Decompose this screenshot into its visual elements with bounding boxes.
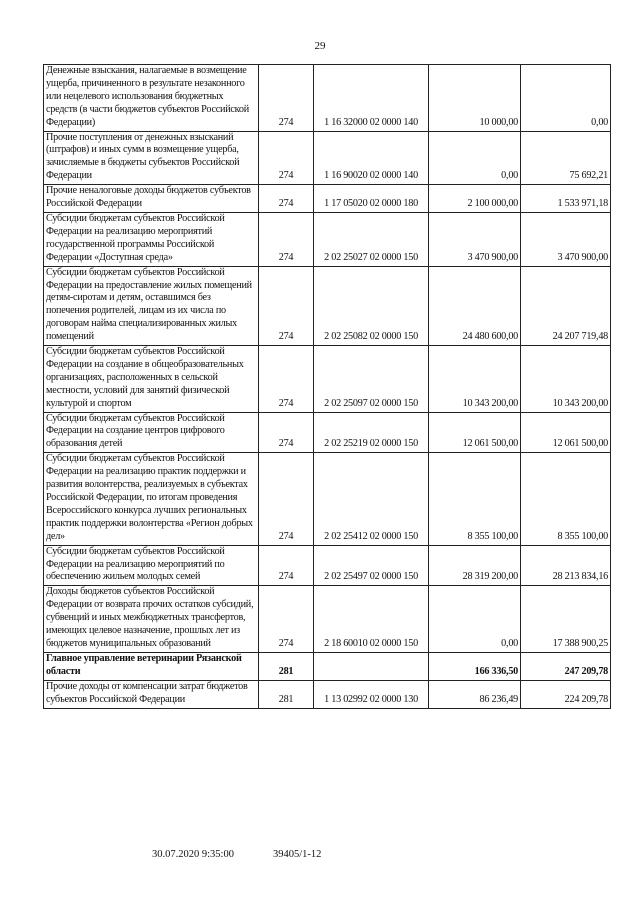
budget-classification-code-cell: 1 17 05020 02 0000 180 — [314, 185, 429, 213]
budget-classification-code-cell: 2 02 25097 02 0000 150 — [314, 346, 429, 413]
budget-classification-code-cell: 2 02 25082 02 0000 150 — [314, 266, 429, 345]
executed-amount-cell: 247 209,78 — [521, 652, 611, 680]
admin-code-cell: 274 — [259, 266, 314, 345]
approved-amount-cell: 10 000,00 — [429, 65, 521, 132]
table-row — [44, 586, 611, 653]
income-name-cell: Прочие доходы от компенсации затрат бюджетов субъектов Российской Федерации — [44, 680, 259, 708]
admin-code-cell: 281 — [259, 652, 314, 680]
executed-amount-cell: 12 061 500,00 — [521, 412, 611, 453]
budget-classification-code-cell: 1 16 32000 02 0000 140 — [314, 65, 429, 132]
table-row — [44, 545, 611, 586]
income-name-cell: Прочие поступления от денежных взысканий (штрафов) и иных сумм в возмещение ущерба, зачисляемые в бюджеты субъектов Российской Федерации — [44, 131, 259, 185]
executed-amount-cell: 1 533 971,18 — [521, 185, 611, 213]
admin-code-cell: 274 — [259, 212, 314, 266]
approved-amount-cell: 2 100 000,00 — [429, 185, 521, 213]
table-row — [44, 680, 611, 708]
table-row — [44, 212, 611, 266]
budget-classification-code-cell: 2 02 25027 02 0000 150 — [314, 212, 429, 266]
budget-classification-code-cell: 2 02 25412 02 0000 150 — [314, 453, 429, 545]
footer-document-id: 39405/1-12 — [273, 849, 322, 860]
footer-datetime: 30.07.2020 9:35:00 — [152, 849, 234, 860]
executed-amount-cell: 0,00 — [521, 65, 611, 132]
budget-classification-code-cell: 1 13 02992 02 0000 130 — [314, 680, 429, 708]
income-name-cell: Главное управление ветеринарии Рязанской области — [44, 652, 259, 680]
income-name-cell: Субсидии бюджетам субъектов Российской Федерации на реализацию мероприятий государственной программы Российской Федерации «Доступная среда» — [44, 212, 259, 266]
approved-amount-cell: 0,00 — [429, 586, 521, 653]
admin-code-cell: 274 — [259, 185, 314, 213]
income-name-cell: Субсидии бюджетам субъектов Российской Федерации на создание в общеобразовательных организациях, расположенных в сельской местности, условий для занятий физической культурой и спортом — [44, 346, 259, 413]
admin-code-cell: 281 — [259, 680, 314, 708]
admin-code-cell: 274 — [259, 131, 314, 185]
executed-amount-cell: 17 388 900,25 — [521, 586, 611, 653]
admin-code-cell: 274 — [259, 65, 314, 132]
executed-amount-cell: 8 355 100,00 — [521, 453, 611, 545]
page-number: 29 — [314, 40, 326, 52]
income-name-cell: Субсидии бюджетам субъектов Российской Федерации на предоставление жилых помещений детям-сиротам и детям, оставшимся без попечения родителей, лицам из их числа по договорам найма специализированных жилых помещений — [44, 266, 259, 345]
table-row — [44, 346, 611, 413]
income-name-cell: Субсидии бюджетам субъектов Российской Федерации на создание центров цифрового образования детей — [44, 412, 259, 453]
executed-amount-cell: 224 209,78 — [521, 680, 611, 708]
approved-amount-cell: 12 061 500,00 — [429, 412, 521, 453]
table-row — [44, 453, 611, 545]
table-row — [44, 185, 611, 213]
budget-revenue-table — [43, 64, 611, 709]
executed-amount-cell: 28 213 834,16 — [521, 545, 611, 586]
approved-amount-cell: 0,00 — [429, 131, 521, 185]
table-row — [44, 131, 611, 185]
admin-code-cell: 274 — [259, 346, 314, 413]
income-name-cell: Субсидии бюджетам субъектов Российской Федерации на реализацию мероприятий по обеспечению жильем молодых семей — [44, 545, 259, 586]
table-row — [44, 652, 611, 680]
executed-amount-cell: 3 470 900,00 — [521, 212, 611, 266]
admin-code-cell: 274 — [259, 453, 314, 545]
budget-classification-code-cell: 2 18 60010 02 0000 150 — [314, 586, 429, 653]
budget-classification-code-cell: 1 16 90020 02 0000 140 — [314, 131, 429, 185]
income-name-cell: Субсидии бюджетам субъектов Российской Федерации на реализацию практик поддержки и развития волонтерства, реализуемых в субъектах Российской Федерации, по итогам проведения Всероссийского конкурса лучших региональных практик поддержки волонтерства «Регион добрых дел» — [44, 453, 259, 545]
approved-amount-cell: 10 343 200,00 — [429, 346, 521, 413]
table-row — [44, 266, 611, 345]
table-row — [44, 412, 611, 453]
approved-amount-cell: 86 236,49 — [429, 680, 521, 708]
approved-amount-cell: 166 336,50 — [429, 652, 521, 680]
income-name-cell: Доходы бюджетов субъектов Российской Федерации от возврата прочих остатков субсидий, субвенций и иных межбюджетных трансфертов, имеющих целевое назначение, прошлых лет из бюджетов муниципальных образований — [44, 586, 259, 653]
admin-code-cell: 274 — [259, 545, 314, 586]
income-name-cell: Денежные взыскания, налагаемые в возмещение ущерба, причиненного в результате незаконного или нецелевого использования бюджетных средств (в части бюджетов субъектов Российской Федерации) — [44, 65, 259, 132]
income-name-cell: Прочие неналоговые доходы бюджетов субъектов Российской Федерации — [44, 185, 259, 213]
table-row — [44, 65, 611, 132]
approved-amount-cell: 24 480 600,00 — [429, 266, 521, 345]
executed-amount-cell: 24 207 719,48 — [521, 266, 611, 345]
executed-amount-cell: 75 692,21 — [521, 131, 611, 185]
admin-code-cell: 274 — [259, 586, 314, 653]
executed-amount-cell: 10 343 200,00 — [521, 346, 611, 413]
budget-classification-code-cell: 2 02 25219 02 0000 150 — [314, 412, 429, 453]
table-body — [44, 65, 611, 709]
approved-amount-cell: 3 470 900,00 — [429, 212, 521, 266]
admin-code-cell: 274 — [259, 412, 314, 453]
approved-amount-cell: 8 355 100,00 — [429, 453, 521, 545]
budget-classification-code-cell — [314, 652, 429, 680]
budget-classification-code-cell: 2 02 25497 02 0000 150 — [314, 545, 429, 586]
approved-amount-cell: 28 319 200,00 — [429, 545, 521, 586]
